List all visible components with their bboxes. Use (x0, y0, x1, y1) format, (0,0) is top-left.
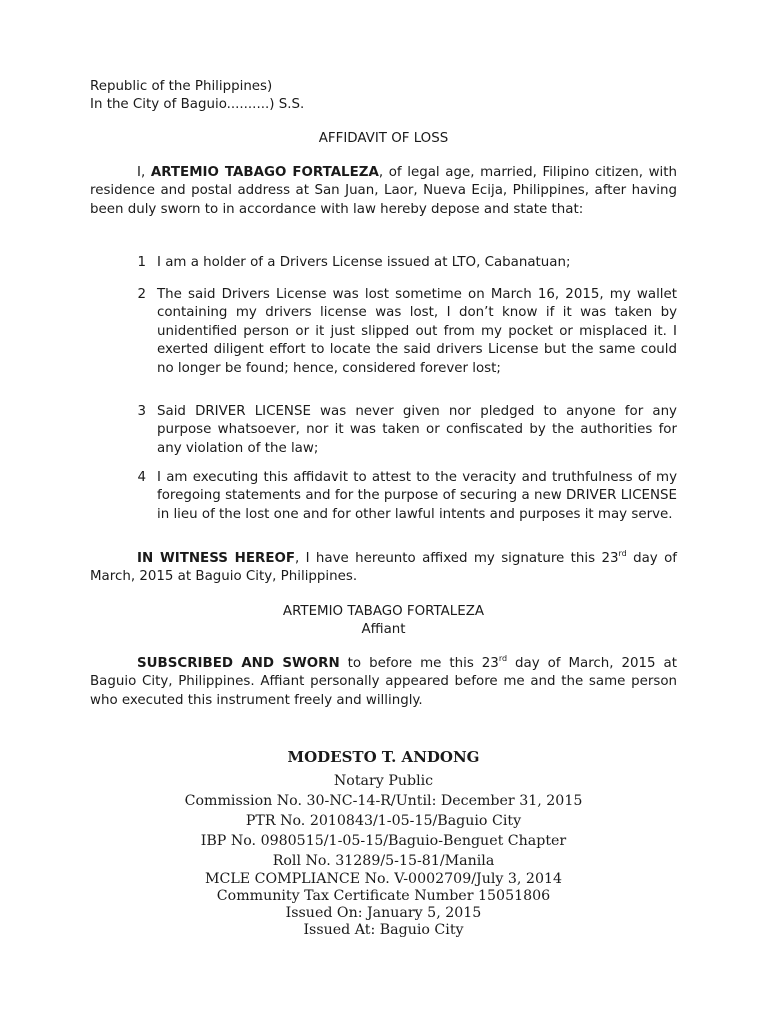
intro-text: , of legal age, married, Filipino citizen, with residence and postal address at San Juan, Laor, Nueva Ecija, Philippines, after having been duly sworn to in accordance with law hereby depose and state that: (90, 165, 677, 217)
list-item-number: 1 (137, 255, 146, 270)
venue-line-republic: Republic of the Philippines) (90, 79, 273, 94)
witness-tail: day of March, 2015 at Baguio City, Philippines. (90, 551, 677, 585)
list-item-text: I am executing this affidavit to attest to the veracity and truthfulness of my foregoing statements and for the purpose of securing a new DRIVER LICENSE in lieu of the lost one and for other lawful intents and purposes it may serve. (157, 470, 677, 522)
list-item-number: 2 (137, 287, 146, 302)
notary-ctc: Community Tax Certificate Number 15051806 (216, 888, 551, 904)
affiant-name-inline: ARTEMIO TABAGO FORTALEZA (150, 165, 379, 180)
venue-line-city: In the City of Baguio..........) S.S. (90, 97, 305, 113)
list-item-text: I am a holder of a Drivers License issued at LTO, Cabanatuan; (157, 255, 571, 270)
notary-roll: Roll No. 31289/5-15-81/Manila (272, 853, 495, 869)
notary-block (90, 747, 677, 939)
list-item-text: Said DRIVER LICENSE was never given nor pledged to anyone for any purpose whatsoever, nor it was taken or confiscated by the authorities for any violation of the law; (157, 404, 677, 456)
notary-issued-on: Issued On: January 5, 2015 (285, 905, 482, 921)
witness-heading: IN WITNESS HEREOF (137, 551, 295, 566)
notary-ibp: IBP No. 0980515/1-05-15/Baguio-Benguet Chapter (200, 833, 567, 849)
affiant-block (90, 603, 677, 640)
intro-paragraph (90, 164, 677, 219)
notary-title: Notary Public (333, 773, 434, 789)
subscribed-heading: SUBSCRIBED AND SWORN (137, 656, 340, 671)
subscribed-text: to before me this 23 (339, 656, 499, 671)
notary-commission: Commission No. 30-NC-14-R/Until: December 31, 2015 (184, 793, 583, 809)
notary-mcle: MCLE COMPLIANCE No. V-0002709/July 3, 2014 (204, 871, 563, 887)
intro-prefix: I, (137, 165, 151, 180)
affiant-name: ARTEMIO TABAGO FORTALEZA (282, 604, 485, 619)
subscribed-paragraph (90, 655, 677, 710)
subscribed-ordinal-suffix: rd (498, 654, 508, 663)
witness-paragraph (90, 550, 677, 587)
document-title: AFFIDAVIT OF LOSS (318, 131, 449, 146)
list-item-number: 3 (137, 404, 146, 419)
witness-ordinal-suffix: rd (618, 549, 627, 558)
list-item-text: The said Drivers License was lost sometime on March 16, 2015, my wallet containing my drivers license was lost, I don’t know if it was taken by unidentified person or it just slipped out from my pocket or misplaced it. I exerted diligent effort to locate the said drivers License but the same could no longer be found; hence, considered forever lost; (157, 287, 677, 376)
affiant-caption: Affiant (361, 622, 406, 638)
notary-name: MODESTO T. ANDONG (287, 748, 480, 766)
list-item-number: 4 (137, 470, 146, 485)
subscribed-tail: day of March, 2015 at Baguio City, Philippines. Affiant personally appeared before me and the same person who executed this instrument freely and willingly. (90, 656, 677, 708)
venue-header (90, 78, 390, 115)
witness-text: , I have hereunto affixed my signature this 23 (295, 551, 619, 566)
notary-issued-at: Issued At: Baguio City (303, 922, 464, 938)
notary-ptr: PTR No. 2010843/1-05-15/Baguio City (245, 813, 522, 829)
